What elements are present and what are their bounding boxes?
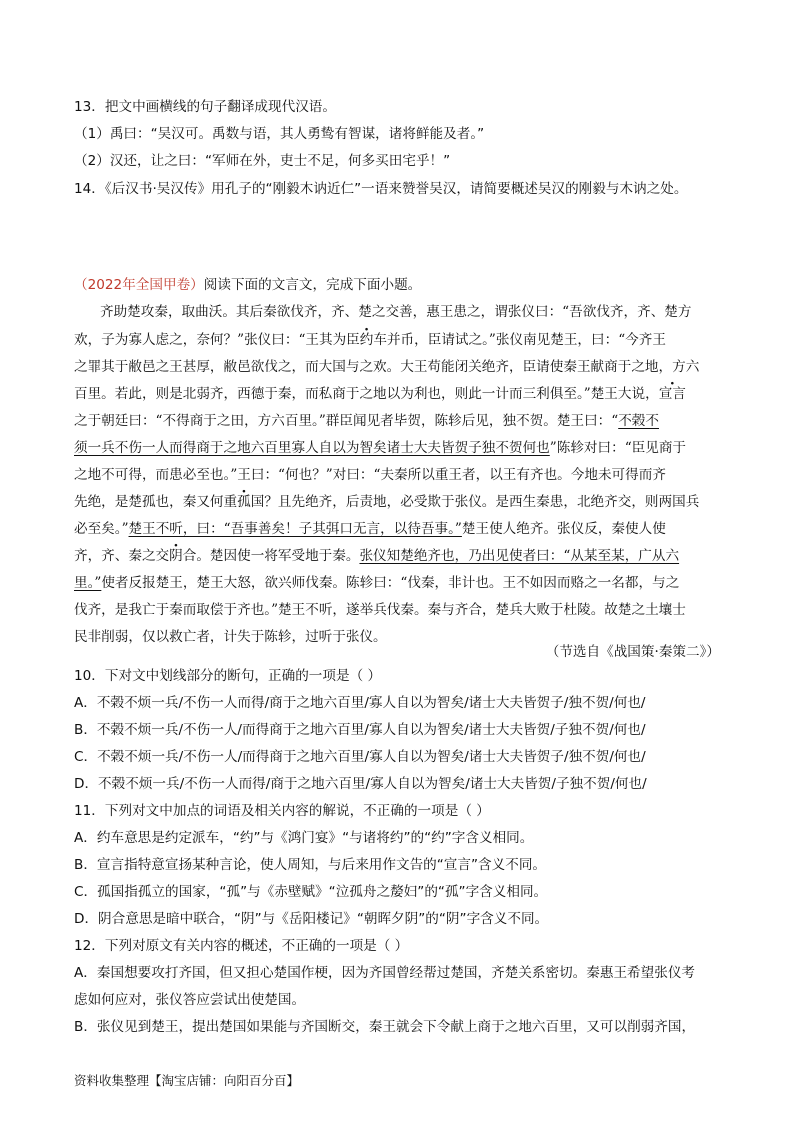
q13-sentence-2: （2）汉还，让之曰：“军师在外，吏士不足，何多买田宅乎！”	[74, 153, 451, 169]
q10-stem: 10．下对文中划线部分的断句，正确的一项是（ ）	[74, 668, 382, 684]
translation-underline-2a: 张仪知楚绝齐也，乃出见使者曰：“从某至某，广从六	[359, 548, 680, 564]
passage-line-13: 民非削弱，仅以救亡者，计失于陈轸，过听于张仪。	[74, 629, 387, 645]
passage-line-4: 百里。若此，则是北弱齐，西德于秦，而私商于之地以为利也，则此一计而三利俱至。”楚王大说，宣言	[74, 386, 686, 402]
q11-stem: 11．下列对文中加点的词语及相关内容的解说，不正确的一项是（ ）	[74, 803, 490, 819]
exam-source-tag: （2022年全国甲卷）	[74, 277, 204, 293]
dotted-word-xuanyan: 宣言	[658, 386, 686, 402]
q10-option-a: A．不榖不烦一兵/不伤一人而得/商于之地六百里/寡人自以为智矣/诸士大夫皆贺子/独不贺/何也/	[74, 695, 646, 711]
q12-option-b: B．张仪见到楚王，提出楚国如果能与齐国断交，秦王就会下令献上商于之地六百里，又可以削弱齐国，	[74, 1019, 696, 1035]
q11-option-c: C．孤国指孤立的国家，“孤”与《赤壁赋》“泣孤舟之嫠妇”的“孤”字含义相同。	[74, 884, 548, 900]
q12-option-a-line2: 虑如何应对，张仪答应尝试出使楚国。	[74, 992, 306, 1008]
passage-line-11: 里。”使者反报楚王，楚王大怒，欲兴师伐秦。陈轸曰：“伐秦，非计也。王不如因而赂之一名都，与之	[74, 575, 680, 591]
q10-option-c: C．不榖不烦一兵/不伤一人/而得商于之地六百里/寡人自以为智矣/诸士大夫皆贺子/独不贺/何也/	[74, 749, 646, 765]
q10-option-d: D．不榖不烦一兵/不伤一人而得/商于之地六百里/寡人自以为智矣/诸士大夫皆贺/子独不贺/何也/	[74, 776, 647, 792]
dotted-word-yin: 阴	[169, 548, 183, 564]
passage-intro	[74, 276, 421, 294]
underlined-sentence-part1: 不榖不	[618, 413, 659, 429]
translation-underline-1: 楚王不听，曰：“吾事善矣！子其弭口无言，以待吾事。”	[128, 521, 462, 537]
passage-line-8: 先绝，是楚孤也，秦又何重孤国？且先绝齐，后责地，必受欺于张仪。是西生秦患，北绝齐交，则两国兵	[74, 494, 700, 510]
intro-text: 阅读下面的文言文，完成下面小题。	[203, 277, 422, 293]
q14-question: 14．《后汉书·吴汉传》用孔子的“刚毅木讷近仁”一语来赞誉吴汉，请简要概述吴汉的刚毅与木讷之处。	[74, 181, 688, 197]
underlined-sentence-part2: 须一兵不伤一人而得商于之地六百里寡人自以为智矣诸士大夫皆贺子独不贺何也	[74, 440, 550, 456]
passage-line-1: 齐助楚攻秦，取曲沃。其后秦欲伐齐，齐、楚之交善，惠王患之，谓张仪曰：“吾欲伐齐，齐、楚方	[100, 304, 692, 320]
page-footer: 资料收集整理【淘宝店铺：向阳百分百】	[74, 1073, 300, 1088]
dotted-word-yue: 约	[359, 332, 374, 348]
passage-line-5: 之于朝廷曰：“不得商于之田，方六百里。”群臣闻见者毕贺，陈轸后见，独不贺。楚王曰：“不榖不	[74, 413, 659, 429]
passage-line-6: 须一兵不伤一人而得商于之地六百里寡人自以为智矣诸士大夫皆贺子独不贺何也”陈轸对曰：“臣见商于	[74, 440, 687, 456]
q13-sentence-1: （1）禹曰：“吴汉可。禹数与语，其人勇鸷有智谋，诸将鲜能及者。”	[74, 126, 485, 142]
q12-stem: 12．下列对原文有关内容的概述，不正确的一项是（ ）	[74, 938, 409, 954]
dotted-word-gu: 孤	[237, 494, 251, 510]
q11-option-b: B．宣言指特意宣扬某种言论，使人周知，与后来用作文告的“宣言”含义不同。	[74, 857, 547, 873]
passage-line-10: 齐，齐、秦之交阴合。楚因使一将军受地于秦。张仪知楚绝齐也，乃出见使者曰：“从某至某，广从六	[74, 548, 680, 564]
translation-underline-2b: 里。”	[74, 575, 102, 591]
q11-option-d: D．阴合意思是暗中联合，“阴”与《岳阳楼记》“朝晖夕阴”的“阴”字含义不同。	[74, 911, 549, 927]
passage-line-3: 之罪其于敝邑之王甚厚，敝邑欲伐之，而大国与之欢。大王苟能闭关绝齐，臣请使秦王献商于之地，方六	[74, 359, 700, 375]
passage-line-7: 之地不可得，而患必至也。”王曰：“何也？”对曰：“夫秦所以重王者，以王有齐也。今地未可得而齐	[74, 467, 666, 483]
passage-source: （节选自《战国策·秦策二》）	[545, 644, 720, 660]
q11-option-a: A．约车意思是约定派车，“约”与《鸿门宴》“与诸将约”的“约”字含义相同。	[74, 830, 534, 846]
passage-line-9: 必至矣。”楚王不听，曰：“吾事善矣！子其弭口无言，以待吾事。”楚王使人绝齐。张仪反，秦使人使	[74, 521, 666, 537]
q12-option-a-line1: A．秦国想要攻打齐国，但又担心楚国作梗，因为齐国曾经帮过楚国，齐楚关系密切。秦惠王希望张仪考	[74, 965, 696, 981]
passage-line-2: 欢，子为寡人虑之，奈何？”张仪曰：“王其为臣约车并币，臣请试之。”张仪南见楚王，曰：“今齐王	[74, 332, 666, 348]
q13-title: 13．把文中画横线的句子翻译成现代汉语。	[74, 99, 336, 115]
passage-line-12: 伐齐，是我亡于秦而取偿于齐也。”楚王不听，遂举兵伐秦。秦与齐合，楚兵大败于杜陵。故楚之土壤士	[74, 602, 686, 618]
q10-option-b: B．不榖不烦一兵/不伤一人/而得商于之地六百里/寡人自以为智矣/诸士大夫皆贺/子独不贺/何也/	[74, 722, 646, 738]
